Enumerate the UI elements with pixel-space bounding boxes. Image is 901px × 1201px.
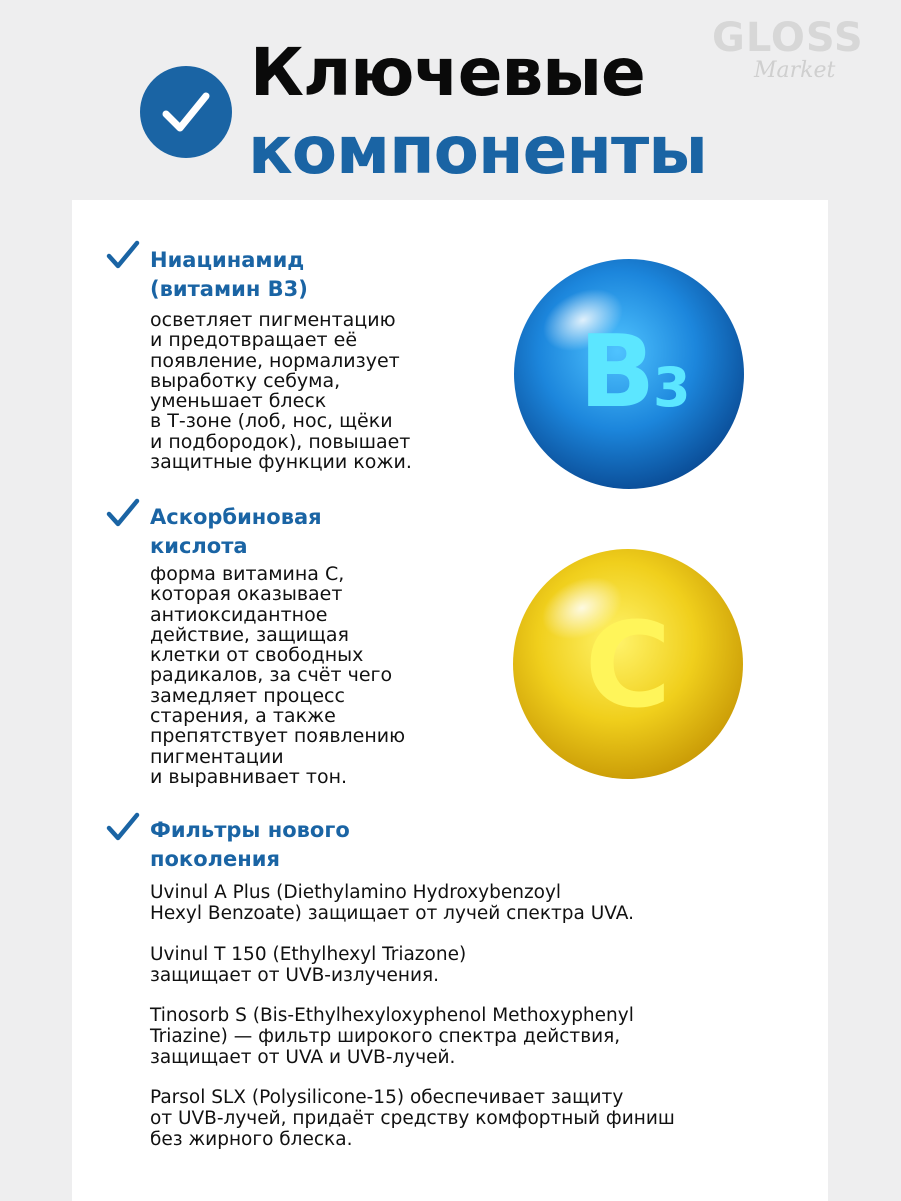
vitamin-b3-sphere	[513, 258, 745, 490]
sphere-letter: B	[579, 313, 656, 430]
logo-main-text: GLOSS	[712, 15, 864, 61]
section-title-line: Ниацинамид	[150, 248, 305, 272]
checkmark-icon	[106, 498, 140, 528]
page-title-line2: компоненты	[248, 112, 707, 189]
logo-sub-text: Market	[754, 58, 836, 83]
section-body-ascorbic: форма витамина С, которая оказывает антиоксидантное действие, защищая клетки от свободных радикалов, за счёт чего замедляет процесс старения, а также препятствует появлению пигментации и выравнивает тон.	[150, 563, 406, 788]
checkmark-icon	[106, 240, 140, 270]
gloss-market-logo	[712, 15, 882, 98]
filter-item-uvinul-a-plus: Uvinul A Plus (Diethylamino Hydroxybenzoyl Hexyl Benzoate) защищает от лучей спектра UVA.	[150, 882, 634, 924]
checkmark-icon	[106, 812, 140, 842]
section-title-filters	[150, 816, 350, 874]
sphere-subscript: 3	[653, 356, 691, 419]
section-title-line: поколения	[150, 847, 280, 871]
sphere-letter: C	[584, 596, 672, 734]
section-title-ascorbic	[150, 503, 322, 561]
section-title-line: Фильтры нового	[150, 818, 350, 842]
filter-item-parsol-slx: Parsol SLX (Polysilicone-15) обеспечивает защиту от UVB-лучей, придаёт средству комфортный финиш без жирного блеска.	[150, 1087, 675, 1150]
section-title-line: Аскорбиновая	[150, 505, 322, 529]
checkmark-icon	[158, 84, 214, 140]
vitamin-c-sphere	[512, 548, 744, 780]
header-check-badge	[140, 66, 232, 158]
filter-item-tinosorb-s: Tinosorb S (Bis-Ethylhexyloxyphenol Methoxyphenyl Triazine) — фильтр широкого спектра действия, защищает от UVA и UVB-лучей.	[150, 1005, 634, 1068]
section-body-niacinamide: осветляет пигментацию и предотвращает её появление, нормализует выработку себума, уменьшает блеск в Т-зоне (лоб, нос, щёки и подбородок), повышает защитные функции кожи.	[150, 309, 412, 474]
page-title-line1: Ключевые	[250, 34, 645, 111]
section-title-line: кислота	[150, 534, 248, 558]
filter-item-uvinul-t150: Uvinul T 150 (Ethylhexyl Triazone) защищает от UVB-излучения.	[150, 944, 467, 986]
section-title-line: (витамин В3)	[150, 277, 308, 301]
section-title-niacinamide	[150, 246, 308, 304]
